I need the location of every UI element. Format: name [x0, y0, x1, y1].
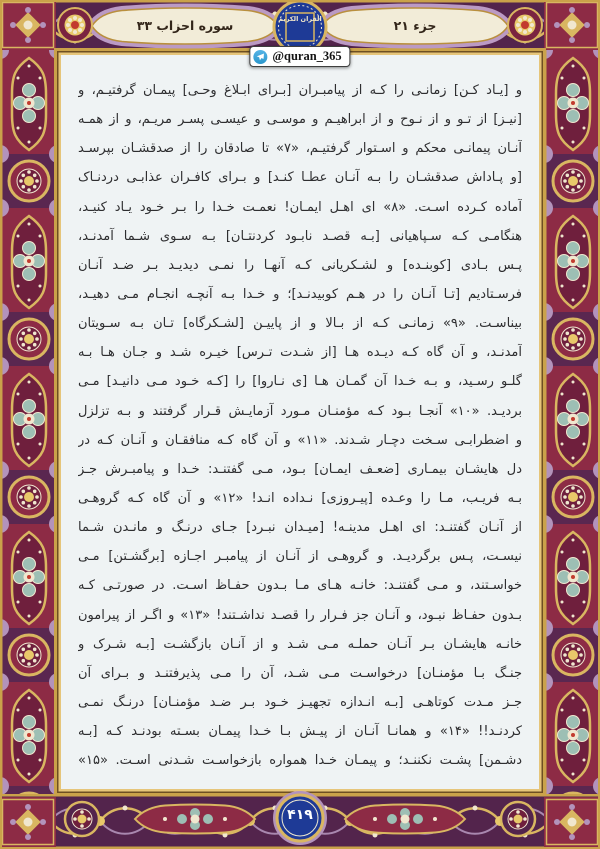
telegram-badge[interactable] — [249, 46, 350, 67]
juz-label: جزء ۲۱ — [393, 18, 437, 33]
text-line: [و پـاداش صدقشـان را بـه آنـان عطـا کنـد] و بـرای کافـران عذابـی دردنـاک — [78, 170, 522, 186]
quran-emblem-text: القرآن الکریم — [278, 16, 322, 23]
text-line: و اضطرابـی سـخت دچـار شـدند. «۱۱» و آن گاه کـه منافقـان و آنـان کـه در — [78, 432, 522, 448]
text-line: و [یـاد کـن] زمانـی را کـه از پیامبـران [بـرای ابـلاغ وحـی] پیمـان گرفتیـم، و — [78, 83, 522, 98]
text-line: جـز مـدت کوتاهـی [بـه انـدازه تجهیـز خـود بـر ضـد مؤمنـان] درنـگ نمـی — [78, 694, 522, 710]
text-line: بـدون حفـاظ نبـود، و آنـان جز فـرار را قصـد نداشـتند! «۱۳» و اگـر از پیرامون — [78, 607, 522, 623]
text-line: نیسـت، پـس برگردیـد. و گروهـی از آنـان از پیامبـر اجـازه [برگشـتن] مـی — [78, 549, 522, 565]
text-line: جنـگ بـا مؤمنـان] درخواسـت مـی شـد، آن را مـی پذیرفتنـد و بـرای آن — [78, 665, 522, 681]
text-line: پـس بـادی [کوبنـده] و لشـکریانی کـه آنهـا را نمـی دیدیـد بـر ضـد آنـان — [78, 257, 522, 273]
text-line: بردیـد. «۱۰» آنجـا بـود کـه مؤمنـان مـورد آزمایـش قـرار گرفتند و بـه تزلزل — [78, 403, 522, 419]
text-line: [نیـز] از تـو و از نـوح و از ابراهیـم و موسـی و عیسـی پسـر مریـم، و از همـه — [78, 112, 522, 128]
text-line: فرسـتادیم [تـا آنـان را در هـم کوبیدنـد]؛ و خـدا بـه آنچـه انجـام مـی دهیـد، — [78, 286, 522, 302]
text-line: خانـه هایشـان بـر آنـان حملـه مـی شـد و از آنـان بازگشـت [بـه شـرک و — [78, 636, 522, 652]
text-line: هنگامـی کـه سـپاهیانی [بـه قصـد نابـود کردنتـان] بـه سـوی شـما آمدنـد، — [78, 228, 522, 244]
text-line: آماده کـرده اسـت. «۸» ای اهـل ایمـان! نعمـت خـدا را بـر خـود یـاد کنیـد، — [78, 199, 522, 215]
text-line: بـه فریـب، مـا را وعـده [پیـروزی] نـداده انـد! «۱۲» و آن گاه کـه گروهـی — [78, 490, 522, 506]
text-line: گلـو رسـید، و بـه خـدا آن گمـان هـا [ی نـاروا] را [کـه خـود مـی دانیـد] مـی — [78, 374, 522, 390]
page-number: ۴۱۹ — [287, 807, 313, 823]
text-line: کردنـد!! «۱۴» و همانـا آنـان از پیـش بـا خـدا پیمـان بسـته بودنـد کـه [بـه — [78, 724, 522, 740]
page-text — [61, 55, 539, 789]
text-line: خواسـتند، و مـی گفتنـد: خانـه هـای مـا بـدون حفـاظ اسـت. در صورتـی کـه — [78, 578, 522, 594]
text-line: دشـمن] پشـت نکننـد؛ و پیمـان خـدا همواره بازخواسـت شـدنی اسـت. «۱۵» — [78, 753, 522, 769]
text-line: از آنـان گفتنـد: ای اهـل مدینـه! [میـدان نبـرد] جـای درنـگ و مانـدن شـما — [78, 520, 522, 536]
telegram-handle: @quran_365 — [272, 49, 342, 63]
text-line: آنـان پیمانـی محکم و اسـتوار گرفتیـم، «۷» تا صادقان را از صدقشـان بپرسـد — [78, 141, 522, 157]
text-line: آمدنـد، و آن گاه کـه دیـده هـا [از شـدت تـرس] خیـره شـد و جـان هـا بـه — [78, 345, 522, 361]
text-line: دل هایشـان بیمـاری [ضعـف ایمـان] بـود، مـی گفتنـد: خـدا و پیامبـرش جـز — [78, 461, 522, 477]
telegram-icon — [253, 50, 267, 64]
text-line: بیناسـت. «۹» زمانـی کـه از بـالا و از پاییـن [لشـکرگاه] تـان بـه سـویتان — [78, 316, 522, 332]
surah-title: سوره احزاب ۳۳ — [136, 18, 234, 33]
